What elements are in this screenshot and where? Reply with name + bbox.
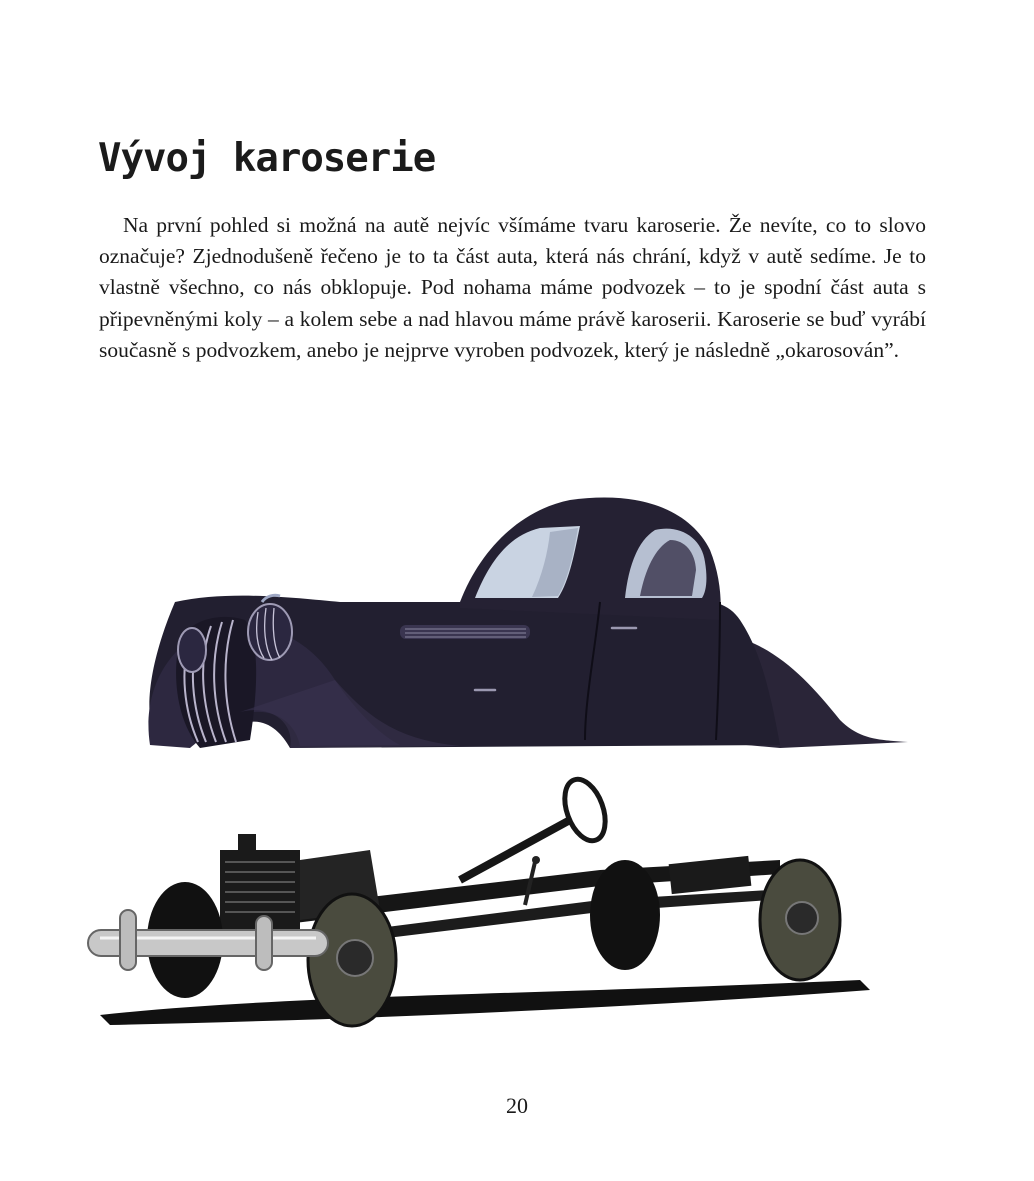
car-body-icon — [148, 497, 908, 748]
page-number: 20 — [506, 1093, 528, 1118]
steering-wheel — [557, 774, 613, 846]
chassis-icon — [88, 774, 870, 1026]
rear-tire-left — [590, 860, 660, 970]
ground-shadow — [100, 980, 870, 1025]
body-paragraph: Na první pohled si možná na autě nejvíc všímáme tvaru karoserie. Že nevíte, co to slovo označuje? Zjednodušeně řečeno je to ta část auta, která nás chrání, když v autě sedíme. Je to vlastně všechno, co nás obklopuje. Pod nohama máme podvozek – to je spodní část auta s připevněnými koly – a kolem sebe a nad hlavou máme právě karoserii. Karoserie se buď vyrábí současně s podvozkem, anebo je nejprve vyroben podvozek, který je následně „okarosován”. — [99, 213, 926, 362]
page-title: Vývoj karoserie — [98, 136, 436, 181]
car-illustration — [80, 490, 960, 1050]
headlight-right — [178, 628, 206, 672]
headlight-left — [248, 604, 292, 660]
